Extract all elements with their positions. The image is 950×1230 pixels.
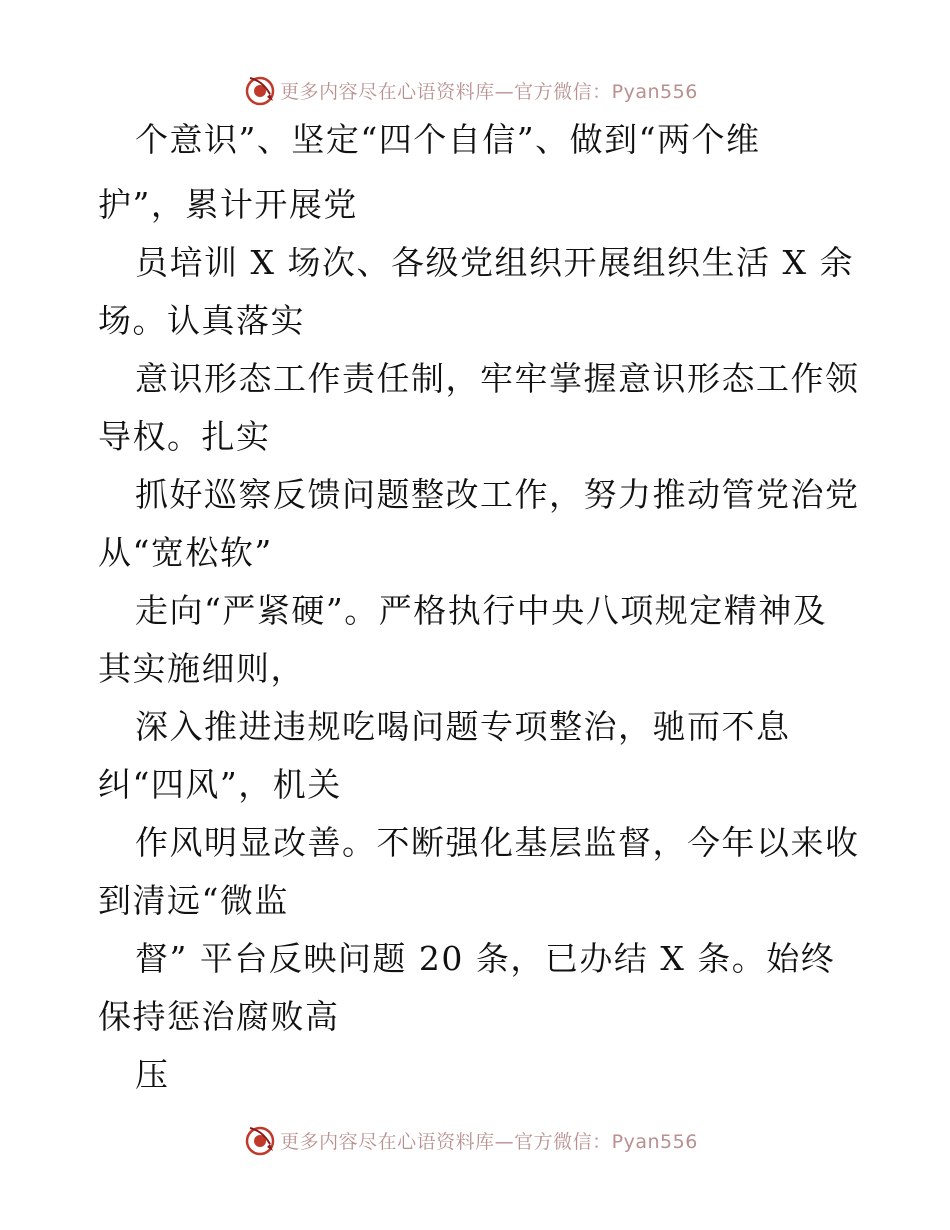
header-banner — [0, 70, 950, 110]
body-line: 作风明显改善。不断强化基层监督，今年以来收 — [135, 823, 860, 862]
footer-banner-text: 更多内容尽在心语资料库—官方微信：Pyan556 — [280, 1130, 698, 1153]
body-line: 场。认真落实 — [98, 301, 305, 340]
body-line: 深入推进违规吃喝问题专项整治，驰而不息 — [135, 707, 791, 746]
body-line: 督” 平台反映问题 20 条，已办结 X 条。始终 — [135, 939, 836, 978]
body-line: 其实施细则， — [98, 649, 305, 688]
body-line: 到清远“微监 — [98, 881, 289, 920]
quill-seal-icon — [244, 74, 276, 106]
body-line: 导权。扎实 — [98, 417, 271, 456]
header-banner-text: 更多内容尽在心语资料库—官方微信：Pyan556 — [280, 80, 698, 103]
footer-banner — [0, 1120, 950, 1160]
body-line: 员培训 X 场次、各级党组织开展组织生活 X 余 — [135, 243, 854, 282]
body-line: 从“宽松软” — [98, 533, 273, 572]
body-line: 纠“四风”，机关 — [98, 765, 342, 804]
quill-seal-icon — [244, 1124, 276, 1156]
body-line: 保持惩治腐败高 — [98, 997, 340, 1036]
body-line: 走向“严紧硬”。严格执行中央八项规定精神及 — [135, 591, 828, 630]
body-line: 抓好巡察反馈问题整改工作，努力推动管党治党 — [135, 475, 860, 514]
body-line: 压 — [135, 1055, 170, 1094]
body-line: 意识形态工作责任制，牢牢掌握意识形态工作领 — [135, 359, 860, 398]
body-line: 个意识”、坚定“四个自信”、做到“两个维 — [135, 120, 761, 159]
body-line: 护”，累计开展党 — [98, 185, 358, 224]
